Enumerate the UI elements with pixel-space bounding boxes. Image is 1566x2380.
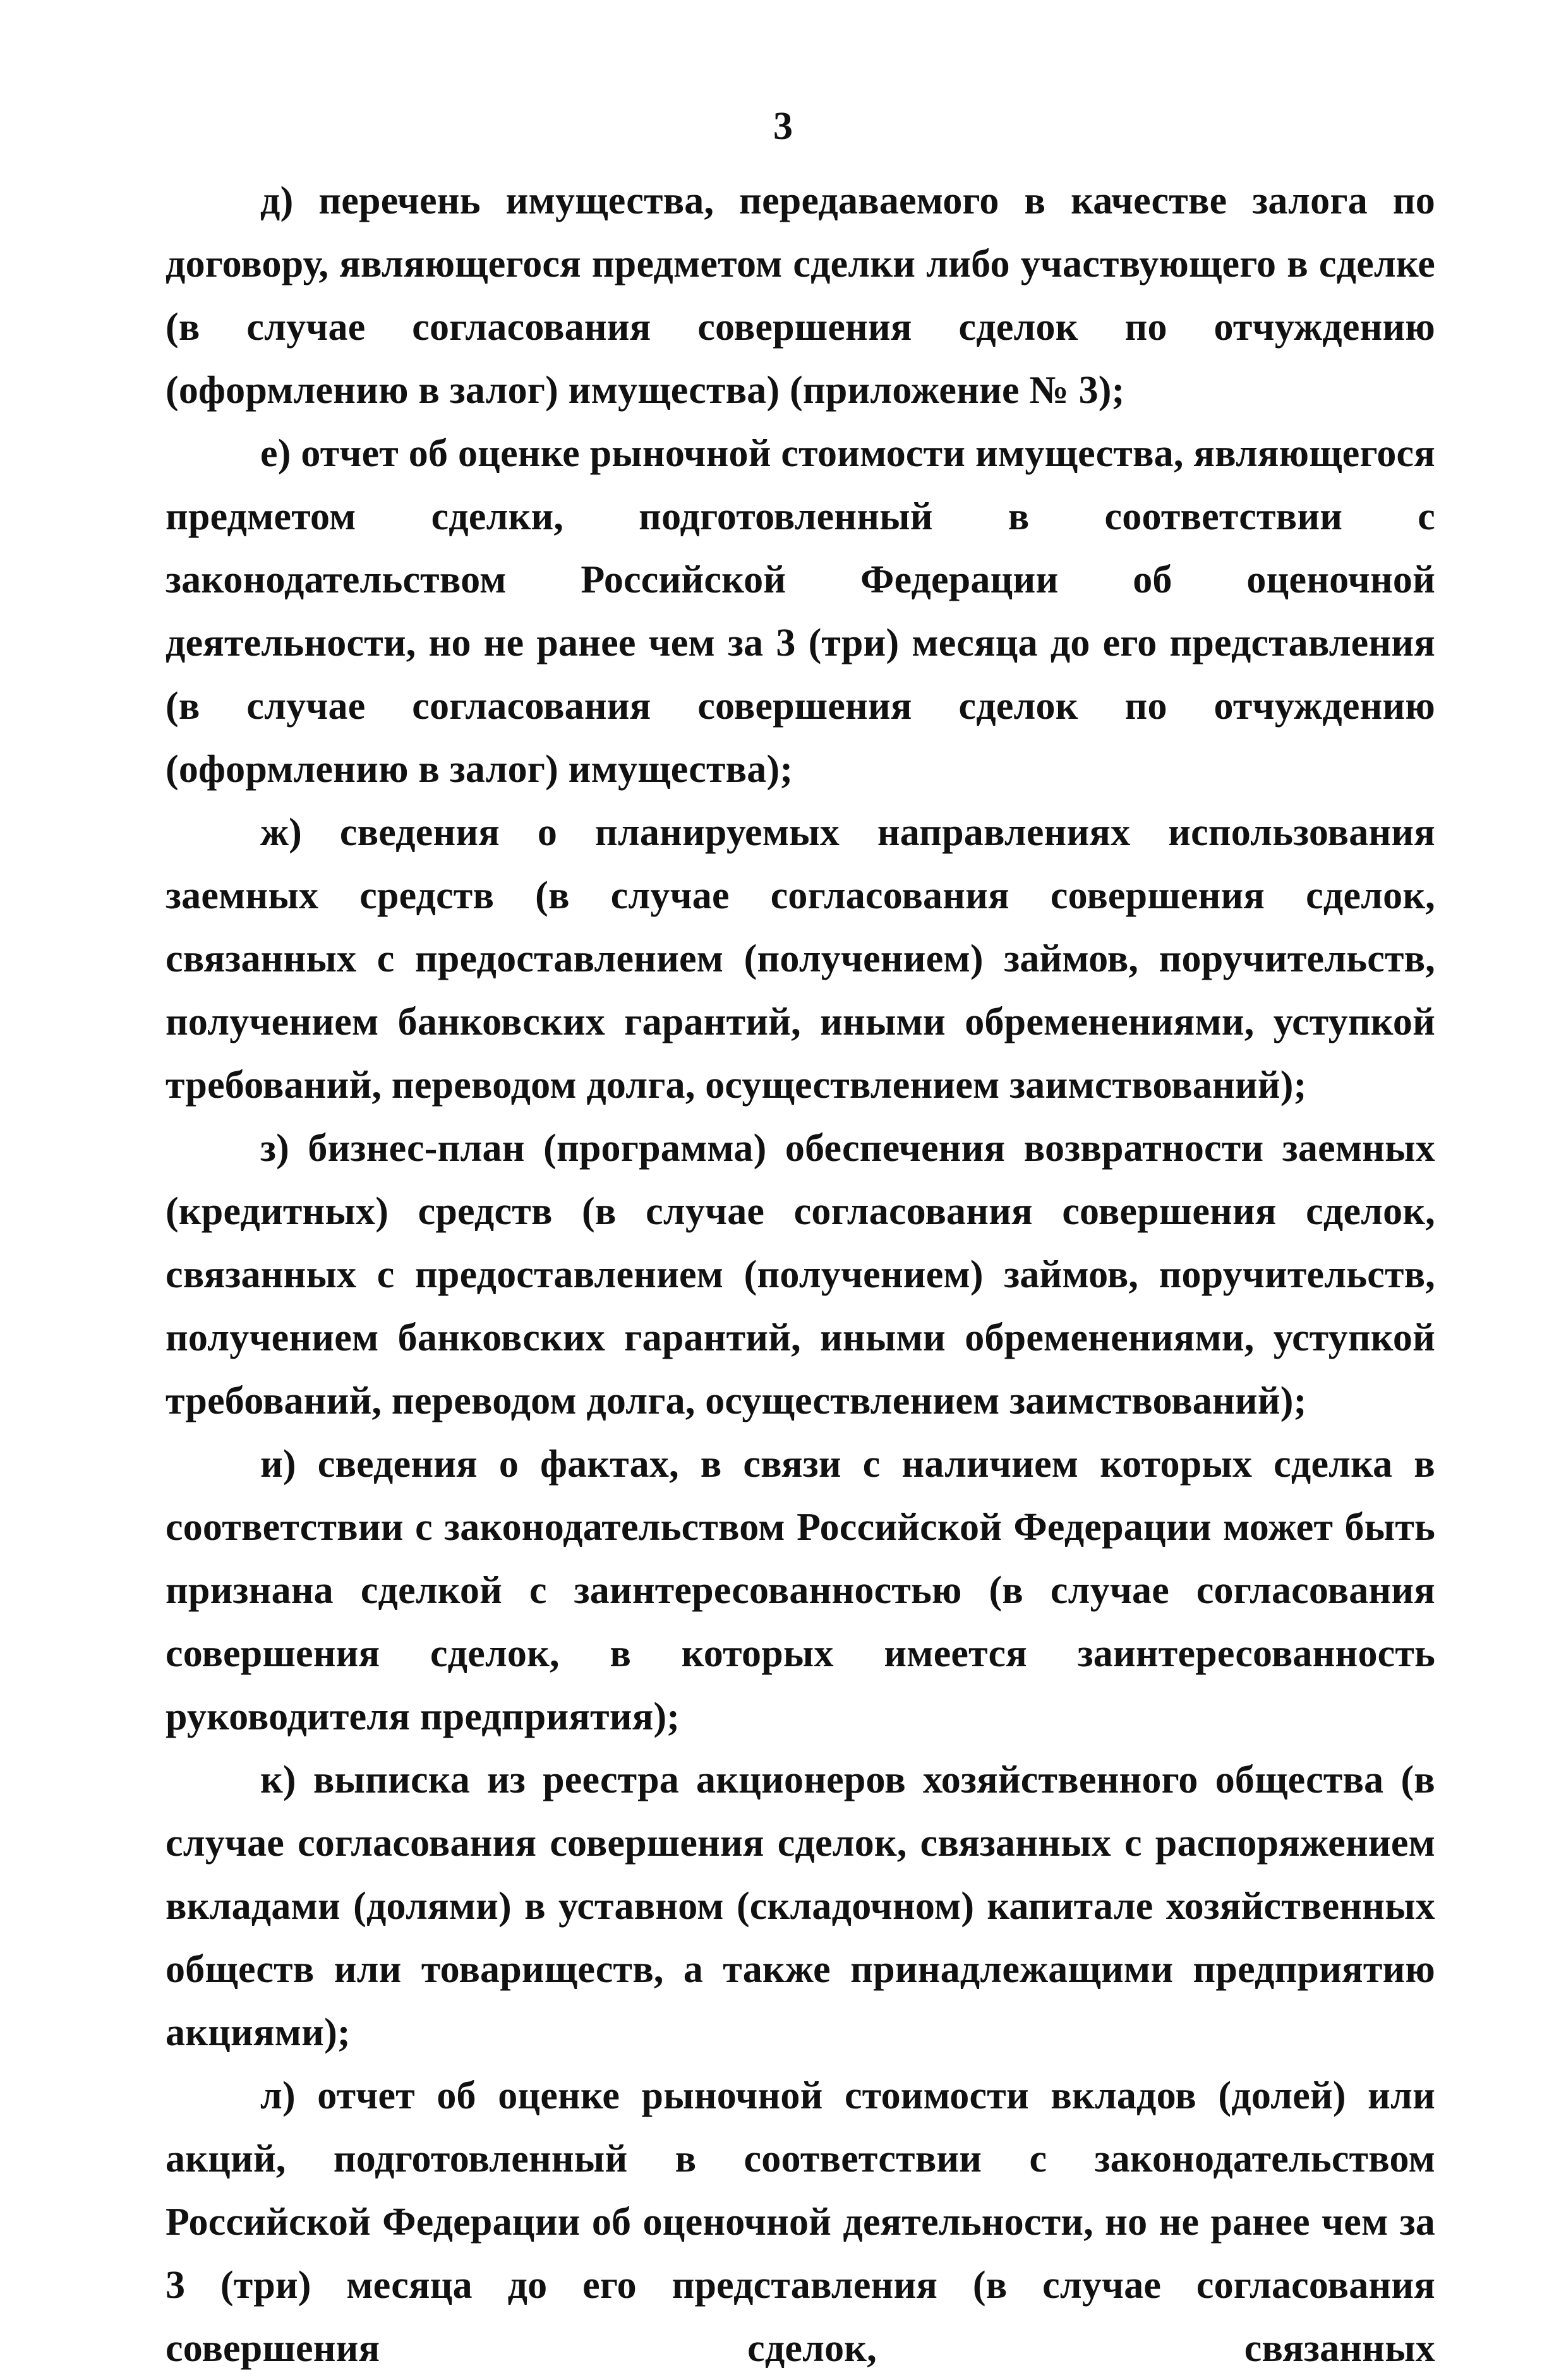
paragraph-zh: ж) сведения о планируемых направлениях использования заемных средств (в случае согласования совершения сделок, связанных с предоставлением (получением) займов, поручительств, получением банковских гарантий, иными обременениями, уступкой требований, переводом долга, осуществлением заимствований); (166, 811, 1435, 1107)
paragraph-i: и) сведения о фактах, в связи с наличием которых сделка в соответствии с законодательством Российской Федерации может быть признана сделкой с заинтересованностью (в случае согласования совершения сделок, в которых имеется заинтересованность руководителя предприятия); (166, 1443, 1435, 1738)
document-body (166, 169, 1435, 2380)
paragraph-k: к) выписка из реестра акционеров хозяйственного общества (в случае согласования совершения сделок, связанных с распоряжением вкладами (долями) в уставном (складочном) капитале хозяйственных обществ или товариществ, а также принадлежащими предприятию акциями); (166, 1758, 1435, 2054)
page-number: 3 (773, 105, 793, 148)
paragraph-l: л) отчет об оценке рыночной стоимости вкладов (долей) или акций, подготовленный в соответствии с законодательством Российской Федерации об оценочной деятельности, но не ранее чем за 3 (три) месяца до его представления (в случае согласования совершения сделок, связанных (166, 2074, 1435, 2370)
paragraph-z: з) бизнес-план (программа) обеспечения возвратности заемных (кредитных) средств (в случае согласования совершения сделок, связанных с предоставлением (получением) займов, поручительств, получением банковских гарантий, иными обременениями, уступкой требований, переводом долга, осуществлением заимствований); (166, 1127, 1435, 1422)
paragraph-e: е) отчет об оценке рыночной стоимости имущества, являющегося предметом сделки, подготовленный в соответствии с законодательством Российской Федерации об оценочной деятельности, но не ранее чем за 3 (три) месяца до его представления (в случае согласования совершения сделок по отчуждению (оформлению в залог) имущества); (166, 432, 1435, 791)
paragraph-d: д) перечень имущества, передаваемого в качестве залога по договору, являющегося предметом сделки либо участвующего в сделке (в случае согласования совершения сделок по отчуждению (оформлению в залог) имущества) (приложение № 3); (166, 179, 1435, 412)
